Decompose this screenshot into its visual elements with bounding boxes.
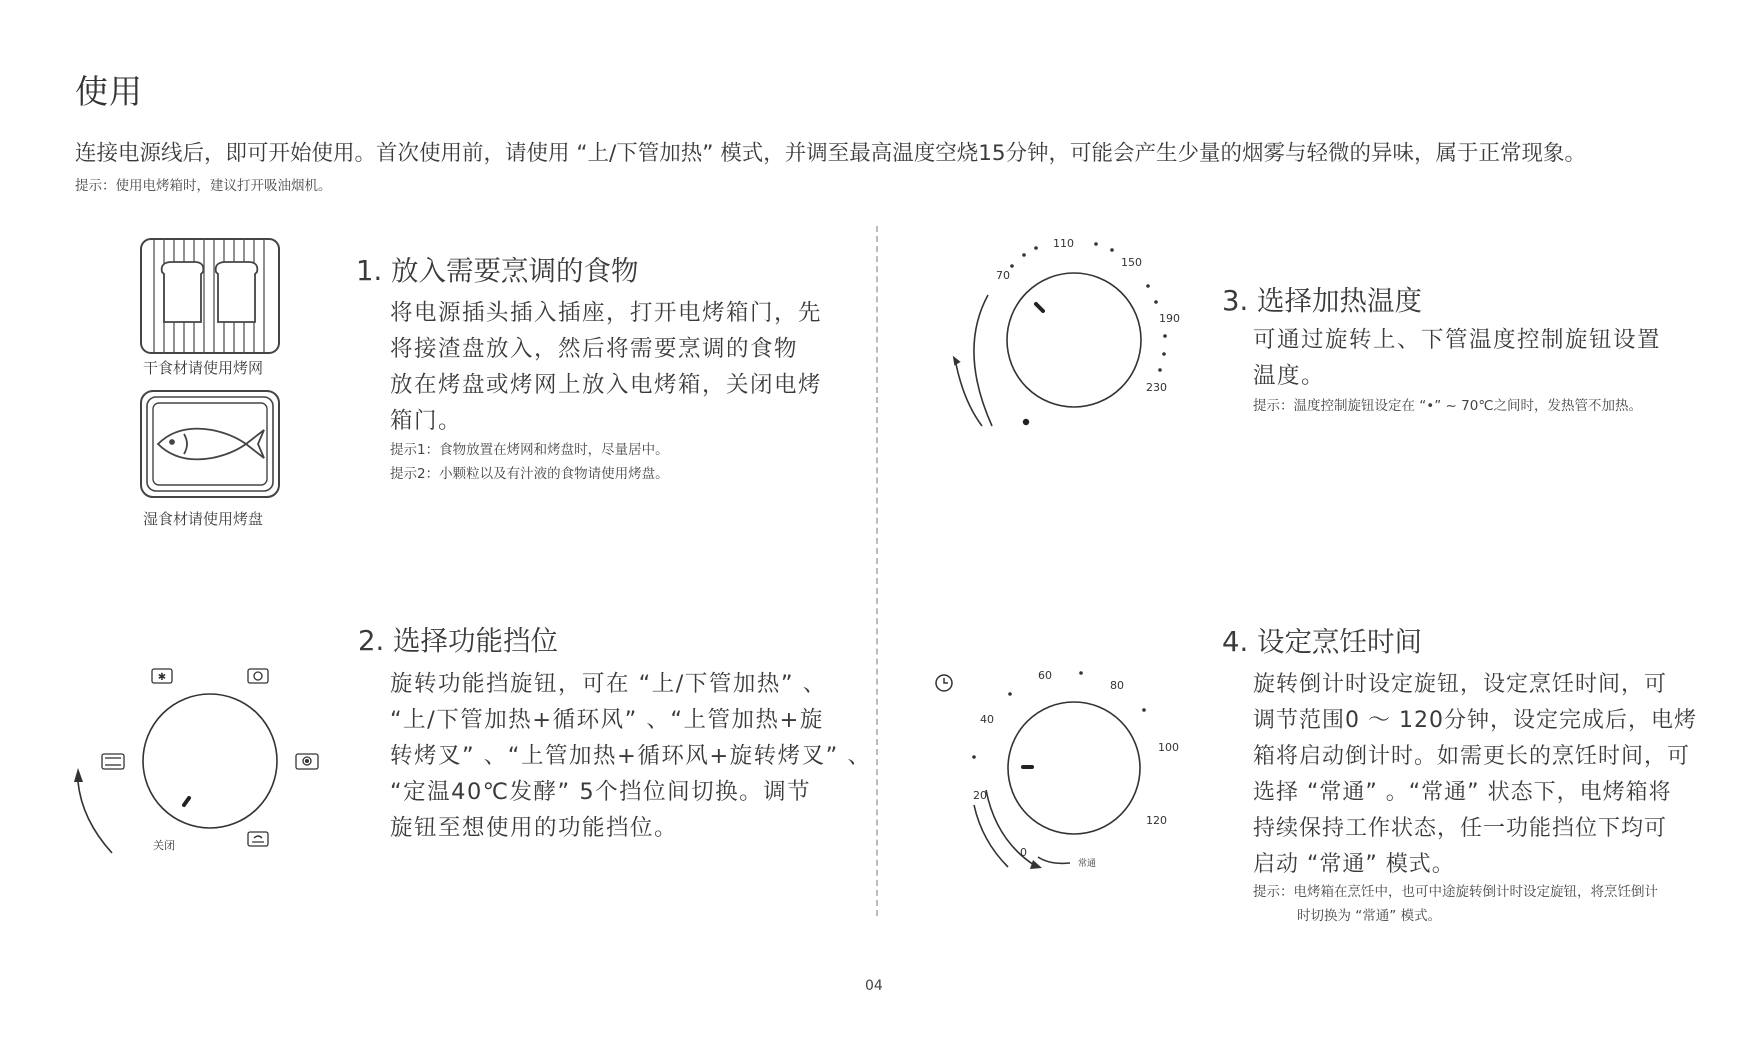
step4-tip-line: 提示：电烤箱在烹饪中，也可中途旋转倒计时设定旋钮，将烹饪倒计 (1253, 884, 1658, 900)
step4-body-line: 持续保持工作状态，任一功能挡位下均可 (1253, 816, 1668, 841)
time-label-20: 20 (973, 789, 987, 802)
step4-body-line: 选择 “常通” 。“常通” 状态下，电烤箱将 (1253, 780, 1672, 805)
mode-icon-top-bottom (102, 754, 124, 769)
time-label-0: 0 (1020, 846, 1027, 859)
step4-body (1253, 667, 1697, 883)
knob-pointer (1036, 304, 1043, 311)
mode-icon-ferment (248, 832, 268, 846)
intro-tip: 提示：使用电烤箱时，建议打开吸油烟机。 (75, 178, 332, 194)
temp-label-110: 110 (1053, 237, 1074, 250)
step4-body-line: 箱将启动倒计时。如需更长的烹饪时间，可 (1253, 744, 1691, 769)
step4-title: 4. 设定烹饪时间 (1222, 626, 1422, 658)
step1-tip: 提示1：食物放置在烤网和烤盘时，尽量居中。 (390, 442, 669, 458)
caption-rack: 干食材请使用烤网 (143, 359, 264, 377)
mode-icon-fan (152, 669, 172, 683)
rotation-arrow (974, 295, 992, 426)
page-number: 04 (865, 978, 883, 994)
scale-dots (1010, 242, 1167, 372)
step1-body-line: 将电源插头插入插座，打开电烤箱门，先 (390, 300, 823, 326)
timer-knob-diagram (930, 665, 1180, 880)
function-knob (143, 694, 277, 828)
svg-text:✱: ✱ (157, 672, 167, 683)
center-divider (876, 226, 878, 916)
step2-body-line: 旋转功能挡旋钮，可在 “上/下管加热” 、 (390, 671, 827, 697)
page-title: 使用 (75, 72, 143, 111)
off-label: 关闭 (153, 839, 175, 852)
temp-label-190: 190 (1159, 312, 1180, 325)
clock-icon (936, 675, 952, 691)
caption-tray: 湿食材请使用烤盘 (143, 510, 264, 528)
step3-body-line: 可通过旋转上、下管温度控制旋钮设置 (1253, 327, 1662, 353)
time-label-40: 40 (980, 713, 994, 726)
temperature-knob (1007, 273, 1141, 407)
temperature-knob-diagram (940, 230, 1180, 440)
toast-icon (162, 262, 258, 322)
step1-tip: 提示2：小颗粒以及有汁液的食物请使用烤盘。 (390, 466, 669, 482)
time-label-120: 120 (1146, 814, 1167, 827)
time-label-60: 60 (1038, 669, 1052, 682)
time-label-80: 80 (1110, 679, 1124, 692)
function-knob-diagram (60, 660, 330, 860)
always-on-label: 常通 (1078, 859, 1097, 869)
always-on-arc (1038, 857, 1070, 863)
temp-label-70: 70 (996, 269, 1010, 282)
step4-tip-line: 时切换为 “常通” 模式。 (1297, 908, 1442, 924)
step4-body-line: 启动 “常通” 模式。 (1253, 852, 1455, 877)
rotation-arrow (78, 782, 112, 853)
time-label-100: 100 (1158, 741, 1179, 754)
temp-label-150: 150 (1121, 256, 1142, 269)
step2-body-line: 转烤叉” 、“上管加热+循环风+旋转烤叉” 、 (390, 743, 872, 769)
mode-icon-rotisserie (248, 669, 268, 683)
step4-body-line: 调节范围0 ～ 120分钟，设定完成后，电烤 (1253, 708, 1697, 733)
step4-tip (1253, 880, 1658, 928)
step3-tip: 提示：温度控制旋钮设定在 “•” ~ 70℃之间时，发热管不加热。 (1253, 398, 1642, 414)
step1-body-line: 放在烤盘或烤网上放入电烤箱，关闭电烤 (390, 372, 823, 398)
intro-text: 连接电源线后，即可开始使用。首次使用前，请使用 “上/下管加热” 模式，并调至最高温度空烧15分钟，可能会产生少量的烟雾与轻微的异味，属于正常现象。 (75, 141, 1587, 166)
step1-body (390, 295, 822, 439)
step1-body-line: 将接渣盘放入，然后将需要烹调的食物 (390, 336, 799, 362)
step1-tips (390, 438, 669, 486)
step3-title: 3. 选择加热温度 (1222, 285, 1422, 317)
baking-tray-illustration (140, 390, 280, 498)
step2-body (390, 666, 871, 846)
fish-icon (158, 429, 264, 460)
knob-pointer (184, 798, 189, 805)
step2-body-line: “定温40℃发酵” 5个挡位间切换。调节 (390, 779, 812, 805)
step3-body (1253, 322, 1661, 394)
step1-title: 1. 放入需要烹调的食物 (356, 255, 639, 287)
off-dot (1023, 419, 1029, 425)
step1-body-line: 箱门。 (390, 408, 463, 434)
step2-title: 2. 选择功能挡位 (358, 625, 558, 657)
step4-body-line: 旋转倒计时设定旋钮，设定烹饪时间，可 (1253, 672, 1668, 697)
mode-icon-fan-rotisserie (296, 754, 318, 769)
step3-body-line: 温度。 (1253, 363, 1326, 389)
step2-body-line: 旋钮至想使用的功能挡位。 (390, 815, 679, 841)
grill-rack-illustration (140, 238, 280, 354)
step2-body-line: “上/下管加热+循环风” 、“上管加热+旋 (390, 707, 824, 733)
temp-label-230: 230 (1146, 381, 1167, 394)
